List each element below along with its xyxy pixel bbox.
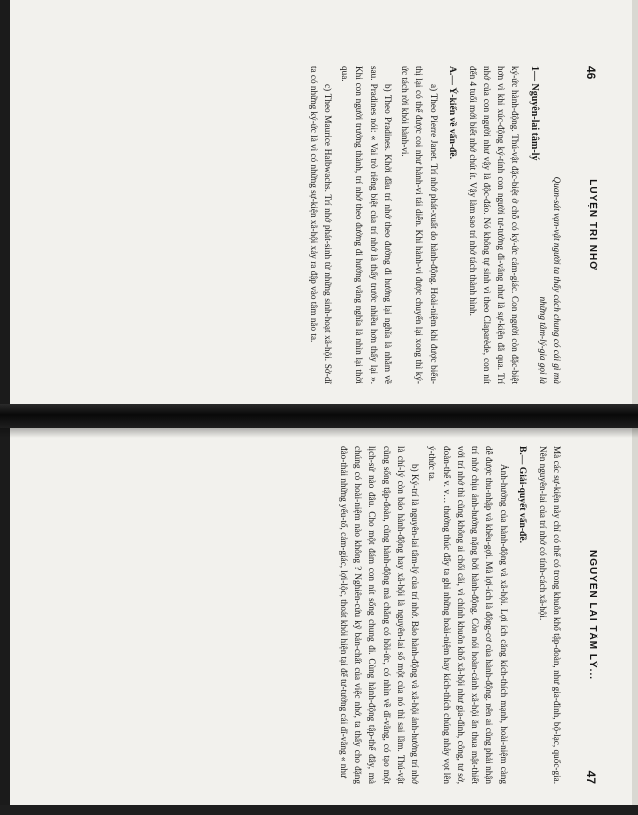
paragraph: b) Theo Pradines. Khởi đầu trí nhớ theo đường đi hướng lại nghĩa là nhằm về sau. Pradines nói: « Vai trò riêng biệt của trí nhớ là thấy trước nhiều hơn thấy lại ». Khi con người trưởng thành, trí nhớ theo đường đi hướng vãng nghĩa là nhìn lại thời qua. <box>340 66 393 384</box>
subheading: B.— Giải-quyết vấn-đề. <box>517 446 529 544</box>
paragraph: b) Ký-trí là nguyên-lai tâm-lý của trí nhớ. Bảo hành-động và xã-hội ảnh-hưởng trí nhớ là chí-lý còn bảo hành-động hay xã-hội là nguyên-lai số một của nó thì sai lầm. Thú-vật cũng sống tập-đoàn, cũng hành-động mà chẳng có hồi-ức, có nhìn về dĩ-vãng, có tạo một lịch-sử nào đâu. Cho một đám con nít sống chung đi. Cùng hành-động tập-thể đây, mà chúng có hoài-niệm nào không ? Nghiên-cứu kỹ bản-chất của việc nhớ, ta thấy cho đặng đào-thải những yếu-tố, cảm-giác, lợi-lộc, thoát khỏi hiện tại để tư-tưởng cái dĩ-vãng « như <box>338 446 421 784</box>
book-fold <box>0 404 638 428</box>
paragraph: a) Theo Pierre Janet. Trí nhớ phát-xuất do hành-động. Hoài-niệm khi được biểu-thị lại có thể được coi như hành-vi tái diễn. Khi hành-vi được chuyển lại xong thì ký-ức tách rời khỏi hành-vi. <box>400 66 439 384</box>
page-body <box>334 446 564 784</box>
page-47 <box>98 440 598 790</box>
page-number: 46 <box>584 66 598 80</box>
running-head: LUYỆN TRÍ NHỚ <box>587 179 598 271</box>
page-46 <box>98 60 598 390</box>
subheading: A.— Ý-kiến về vấn-đề. <box>447 66 459 160</box>
paragraph: ký-ức hành-động. Thú-vật đặc-biệt ở chỗ có ký-ức cảm-giác. Con người còn đặc-biệt hơn vì khi xúc-động ký-tính con người tư-tưởng đi-vãng như là sự-kiện đã qua. Trí nhớ của con người như vậy là độc-đáo. Nó không tự sinh vì theo Claparède, con nít đến 4 tuổi mới biết nhớ chút ít. Vậy làm sao trí nhớ tách thành hình. <box>467 66 521 384</box>
page-number: 47 <box>584 770 598 784</box>
epigraph: Quan-sát vạn-vật người ta thấy cách chung có cái gì mà những tâm-lý-gia gọi là <box>537 176 562 384</box>
paragraph: c) Theo Maurice Halbwachs. Trí nhớ phát-sinh từ những sinh-hoạt xã-hội. Sở-dĩ ta có những ký-ức là vì có những sự-kiện xã-hội xảy ra đập vào tâm não ta. <box>308 66 333 384</box>
section-heading-row <box>527 66 565 384</box>
page-body <box>303 66 564 384</box>
paragraph: Mà các sự-kiện này chỉ có thể có trong khuôn khổ tập-đoàn, như gia-đình, bộ-lạc, quốc-gia. Nên nguyên-lai của trí nhớ có tính-cách xã-hội. <box>537 446 562 784</box>
bottom-edge <box>0 805 638 815</box>
running-head: NGUYÊN LAI TÂM LÝ... <box>587 550 598 680</box>
section-heading: 1— Nguyên-lai tâm-lý <box>529 66 540 161</box>
fold-shadow <box>0 428 638 438</box>
paragraph: Ảnh-hưởng của hành-động và xã-hội. Lợi ích căng kích-thích mạnh, hoài-niệm càng dễ được thu-nhập và khêu-gợi. Mà lợi-ích là động-cơ của hành-động. nên ai cũng phải nhận trí nhớ chịu ảnh-hưởng nặng bởi hành-động. Còn nói hoàn-cảnh xã-hội ăn thua mật-thiết với trí nhớ thì cũng không ai chối cãi, vì chính khuôn khổ xã-hội như gia-đình, công, tư sở, đoàn-thể v. v… thường thúc đẩy ta ghi những hoài-niệm hay kích-thích chúng nhảy vọt lên ý-thức ta. <box>427 446 509 784</box>
